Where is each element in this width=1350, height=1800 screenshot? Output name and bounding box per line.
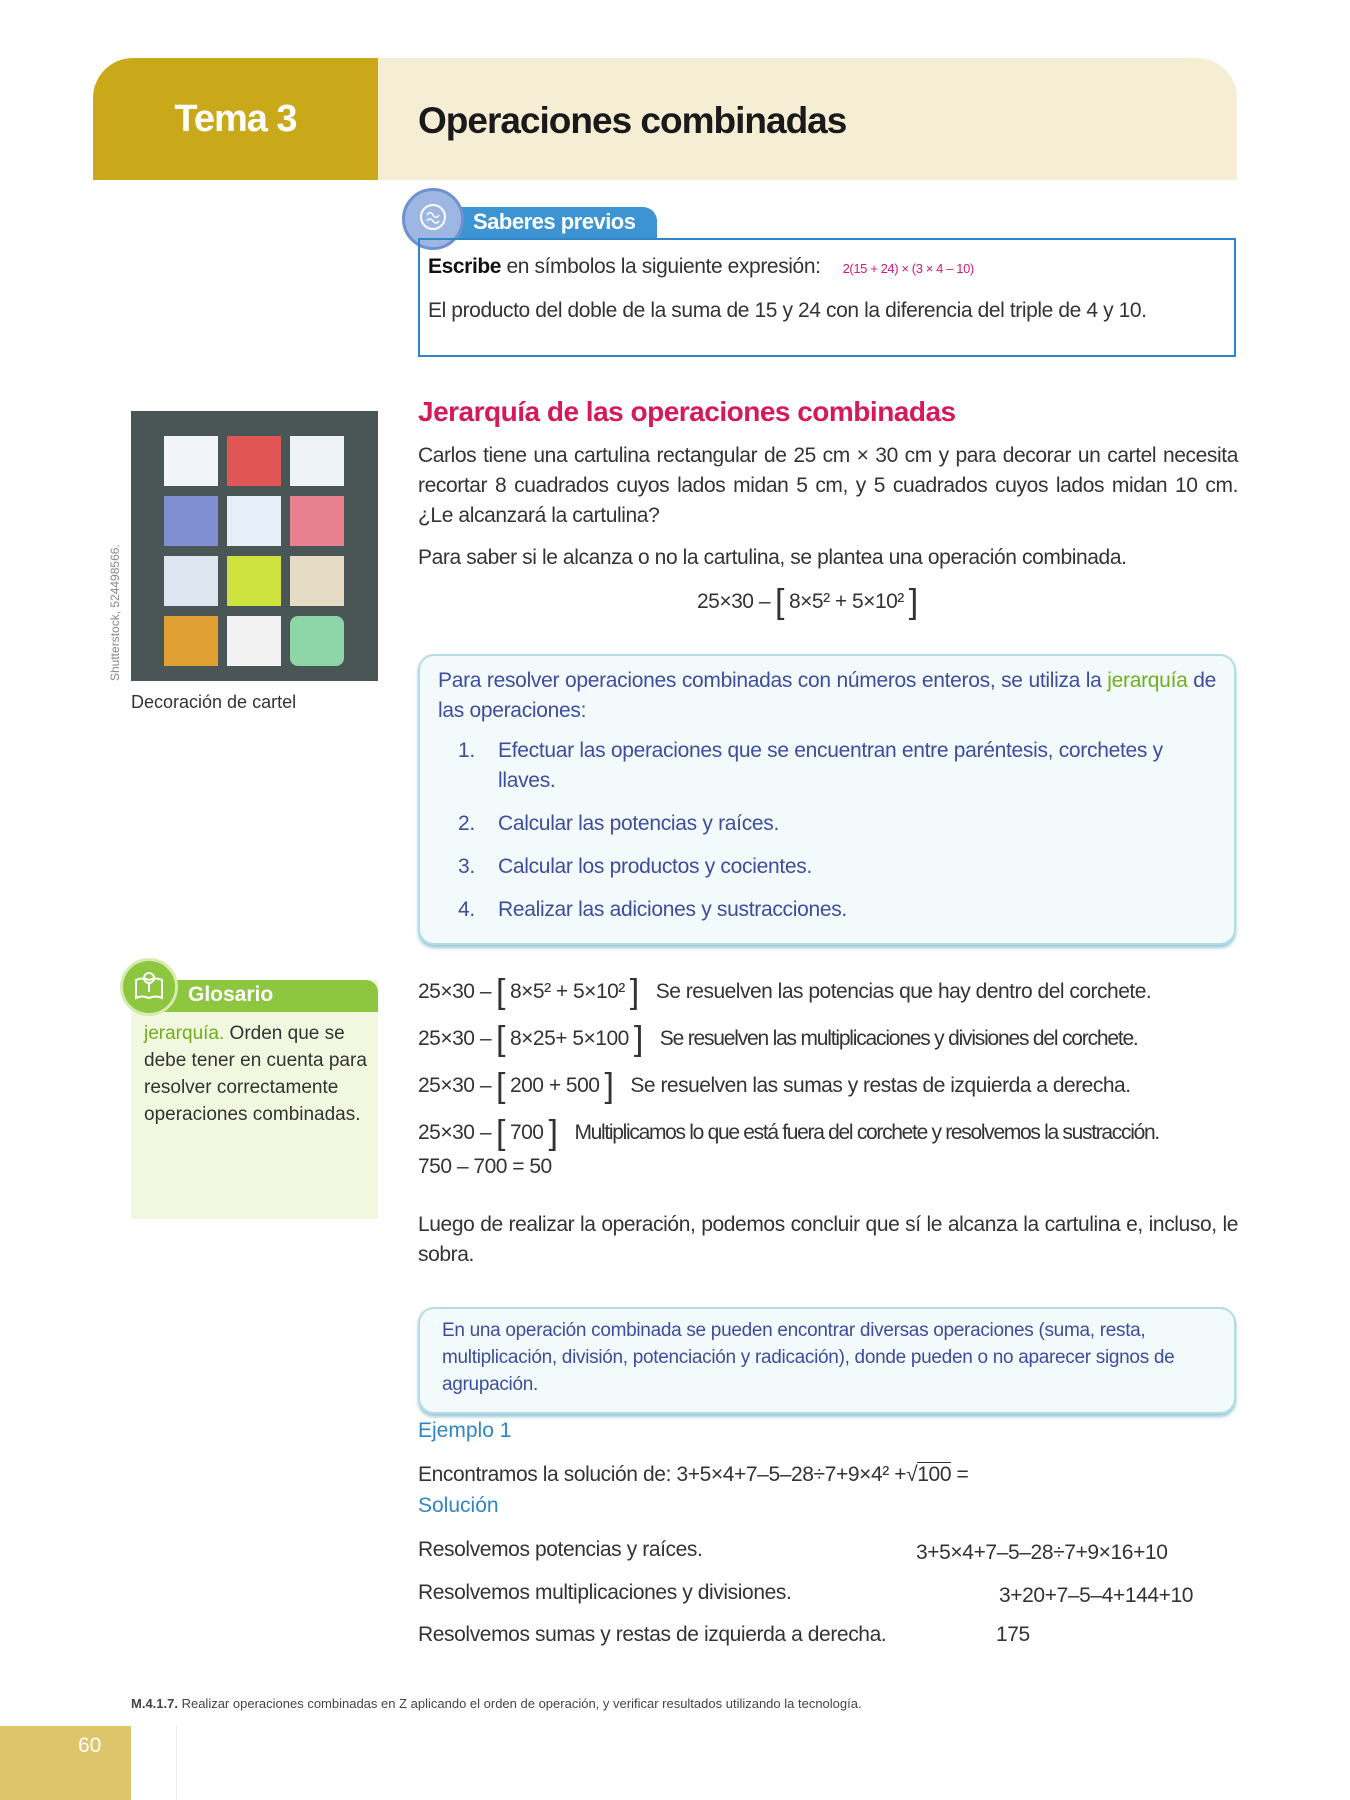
standard-text: Realizar operaciones combinadas en Z aplicando el orden de operación, y verificar resultados utilizando la tecnología. xyxy=(177,1696,862,1711)
equals: = xyxy=(951,1463,969,1486)
step-close: ] xyxy=(633,1020,643,1058)
note xyxy=(227,436,281,486)
rule-text: Calcular las potencias y raíces. xyxy=(498,812,780,835)
problem-paragraph: Carlos tiene una cartulina rectangular de 25 cm × 30 cm y para decorar un cartel necesita recortar 8 cuadrados cuyos lados midan 5 cm, y 5 cuadrados cuyos lados midan 10 cm. ¿Le alcanzará la cartulina? xyxy=(418,444,1238,527)
rule-intro xyxy=(438,666,1216,726)
step-inner: 8×5² + 5×10² xyxy=(509,980,625,1003)
step-close: ] xyxy=(604,1067,614,1105)
rule-number: 3. xyxy=(458,855,475,878)
solution-step xyxy=(418,1114,1159,1152)
row-label: Resolvemos sumas y restas de izquierda a derecha. xyxy=(418,1623,887,1646)
eq-lead: 25×30 – xyxy=(697,590,770,613)
book-magnifier-icon xyxy=(120,958,178,1016)
step-lead: 25×30 – xyxy=(418,980,491,1003)
note xyxy=(290,436,344,486)
section-heading: Jerarquía de las operaciones combinadas xyxy=(418,396,956,427)
step-close: ] xyxy=(629,973,639,1011)
step-lead: 25×30 – xyxy=(418,1074,491,1097)
tema-label: Tema 3 xyxy=(174,97,297,140)
solution-step xyxy=(418,1020,1138,1058)
step-lead: 25×30 – xyxy=(418,1027,491,1050)
solution-step xyxy=(418,1067,1131,1105)
poster-photo xyxy=(131,411,378,681)
glossary-entry xyxy=(144,1020,369,1128)
step-close: ] xyxy=(548,1114,558,1152)
note xyxy=(227,556,281,606)
main-equation xyxy=(697,583,923,621)
example-expression: 3+5×4+7–5–28÷7+9×4² + xyxy=(676,1463,907,1486)
note xyxy=(164,496,218,546)
answer-handwritten: 2(15 + 24) × (3 × 4 – 10) xyxy=(842,261,974,276)
note xyxy=(164,616,218,666)
saberes-previos-tab: Saberes previos xyxy=(445,207,657,239)
step-explanation: Se resuelven las multiplicaciones y divisiones del corchete. xyxy=(659,1027,1138,1050)
statement: El producto del doble de la suma de 15 y 24 con la diferencia del triple de 4 y 10. xyxy=(428,299,1147,322)
row-value: 175 xyxy=(996,1623,1030,1646)
instruction-line xyxy=(420,240,1234,284)
approach-paragraph: Para saber si le alcanza o no la cartulina, se plantea una operación combinada. xyxy=(418,546,1127,569)
conclusion-paragraph: Luego de realizar la operación, podemos concluir que sí le alcanza la cartulina e, incluso, le sobra. xyxy=(418,1213,1238,1266)
eq-inner: 8×5² + 5×10² xyxy=(788,590,904,613)
note xyxy=(164,436,218,486)
step-inner: 200 + 500 xyxy=(509,1074,600,1097)
photo-caption: Decoración de cartel xyxy=(131,692,297,712)
page-title: Operaciones combinadas xyxy=(418,100,847,141)
instruction-text: en símbolos la siguiente expresión: xyxy=(501,255,821,278)
rule-number: 1. xyxy=(458,739,475,762)
row-label: Resolvemos potencias y raíces. xyxy=(418,1538,703,1561)
rule-item xyxy=(438,809,1216,839)
sqrt-sign: √ xyxy=(906,1463,918,1486)
note xyxy=(227,496,281,546)
note xyxy=(290,616,344,666)
step-inner: 700 xyxy=(509,1121,544,1144)
step-open: [ xyxy=(496,973,505,1011)
step-explanation: Se resuelven las potencias que hay dentro del corchete. xyxy=(655,980,1152,1003)
step-open: [ xyxy=(496,1020,505,1058)
note xyxy=(164,556,218,606)
rule-item xyxy=(438,736,1216,796)
glossary-tab: Glosario xyxy=(150,980,378,1012)
example-prompt xyxy=(418,1460,968,1490)
rule-intro-a: Para resolver operaciones combinadas con números enteros, se utiliza la xyxy=(438,669,1108,692)
row-value: 3+20+7–5–4+144+10 xyxy=(999,1584,1194,1607)
curriculum-standard xyxy=(131,1696,862,1711)
rule-term: jerarquía xyxy=(1107,669,1188,692)
step-explanation: Multiplicamos lo que está fuera del corchete y resolvemos la sustracción. xyxy=(574,1121,1159,1144)
note xyxy=(227,616,281,666)
step-open: [ xyxy=(496,1067,505,1105)
instruction-bold: Escribe xyxy=(428,255,502,278)
step-lead: 25×30 – xyxy=(418,1121,491,1144)
example-title: Ejemplo 1 xyxy=(418,1419,512,1442)
rule-intro-b: de las operaciones: xyxy=(438,669,1216,722)
solution-step xyxy=(418,973,1152,1011)
note xyxy=(290,496,344,546)
row-value: 3+5×4+7–5–28÷7+9×16+10 xyxy=(916,1541,1168,1564)
saberes-previos-box xyxy=(418,238,1236,357)
solution-label: Solución xyxy=(418,1494,499,1517)
final-step: 750 – 700 = 50 xyxy=(418,1155,552,1178)
photo-credit: Shutterstock, 524498566. xyxy=(108,544,122,681)
page-number: 60 xyxy=(0,1726,131,1800)
glossary-definition: Orden que se debe tener en cuenta para resolver correctamente operaciones combinadas. xyxy=(144,1023,367,1125)
info-box: En una operación combinada se pueden encontrar diversas operaciones (suma, resta, multiplicación, división, potenciación y radicación), donde pueden o no aparecer signos de agrupación. xyxy=(418,1307,1236,1414)
prompt-text: Encontramos la solución de: xyxy=(418,1463,677,1486)
rule-text: Calcular los productos y cocientes. xyxy=(498,855,812,878)
eq-open: [ xyxy=(775,583,784,621)
step-open: [ xyxy=(496,1114,505,1152)
rule-item xyxy=(438,895,1216,925)
glossary-term: jerarquía. xyxy=(144,1023,225,1044)
note xyxy=(290,556,344,606)
row-label: Resolvemos multiplicaciones y divisiones. xyxy=(418,1581,792,1604)
radicand: 100 xyxy=(917,1463,952,1486)
step-inner: 8×25+ 5×100 xyxy=(509,1027,629,1050)
rule-number: 4. xyxy=(458,898,475,921)
standard-code: M.4.1.7. xyxy=(131,1696,178,1711)
hierarchy-rule-box xyxy=(418,654,1236,945)
rule-number: 2. xyxy=(458,812,475,835)
rule-item xyxy=(438,852,1216,882)
rule-text: Realizar las adiciones y sustracciones. xyxy=(498,898,847,921)
margin-divider xyxy=(176,1726,177,1800)
rule-list xyxy=(438,736,1216,925)
step-explanation: Se resuelven las sumas y restas de izquierda a derecha. xyxy=(630,1074,1131,1097)
eq-close: ] xyxy=(908,583,918,621)
rule-text: Efectuar las operaciones que se encuentran entre paréntesis, corchetes y llaves. xyxy=(498,739,1163,792)
